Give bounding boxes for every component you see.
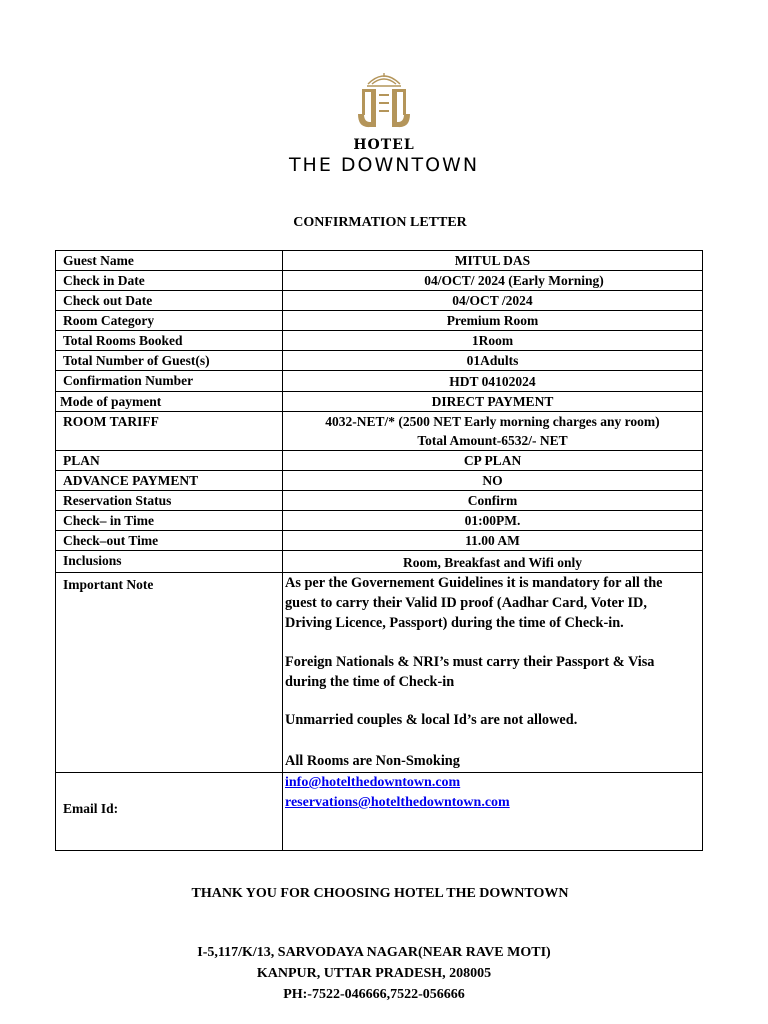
row-label: Guest Name [56,251,283,271]
row-label: Email Id: [56,773,283,851]
row-label: PLAN [56,451,283,471]
phone-line: PH:-7522-046666,7522-056666 [283,987,465,1002]
hotel-address [0,942,748,1005]
row-label: ROOM TARIFF [56,412,283,451]
tariff-line-2: Total Amount-6532/- NET [417,433,568,448]
address-line: I-5,117/K/13, SARVODAYA NAGAR(NEAR RAVE MOTI) [197,945,551,960]
row-value: 01Adults [283,351,703,371]
table-row [56,511,703,531]
table-row [56,451,703,471]
note-paragraph: Unmarried couples & local Id’s are not allowed. [285,712,578,728]
tariff-line-1: 4032-NET/* (2500 NET Early morning charges any room) [325,414,660,429]
table-row [56,551,703,573]
table-row [56,491,703,511]
table-row [56,531,703,551]
row-value: DIRECT PAYMENT [283,392,703,412]
row-value: 04/OCT/ 2024 (Early Morning) [283,271,703,291]
row-value: 1Room [283,331,703,351]
logo-hotel-text: HOTEL [353,137,415,153]
row-value: HDT 04102024 [283,371,703,392]
table-row [56,471,703,491]
row-label: Important Note [56,573,283,773]
row-label: Check–out Time [56,531,283,551]
row-value [283,773,703,851]
table-row [56,271,703,291]
row-value: Room, Breakfast and Wifi only [283,551,703,573]
row-value: 04/OCT /2024 [283,291,703,311]
row-value: MITUL DAS [283,251,703,271]
row-label: Mode of payment [56,392,283,412]
row-label: Check– in Time [56,511,283,531]
table-row [56,392,703,412]
thank-you-text: THANK YOU FOR CHOOSING HOTEL THE DOWNTOWN [191,886,569,901]
row-value: 01:00PM. [283,511,703,531]
row-label: Room Category [56,311,283,331]
row-value: Premium Room [283,311,703,331]
row-value: 11.00 AM [283,531,703,551]
table-row [56,371,703,392]
row-label: Reservation Status [56,491,283,511]
email-link-reservations[interactable]: reservations@hotelthedowntown.com [285,795,510,810]
confirmation-table [55,250,703,851]
row-label: ADVANCE PAYMENT [56,471,283,491]
table-row [56,773,703,851]
row-label: Total Number of Guest(s) [56,351,283,371]
document-title: CONFIRMATION LETTER [293,215,467,230]
row-value: CP PLAN [283,451,703,471]
row-value: NO [283,471,703,491]
table-row [56,311,703,331]
logo-hotel-name: THE DOWNTOWN [288,154,480,176]
row-value [283,412,703,451]
table-row [56,573,703,773]
row-label: Check out Date [56,291,283,311]
note-paragraph: All Rooms are Non-Smoking [285,753,460,769]
table-row [56,351,703,371]
row-label: Check in Date [56,271,283,291]
table-row [56,412,703,451]
row-label: Confirmation Number [56,371,283,392]
table-row [56,291,703,311]
row-value [283,573,703,773]
row-value: Confirm [283,491,703,511]
hotel-logo-icon [355,70,413,132]
email-link-info[interactable]: info@hotelthedowntown.com [285,775,461,790]
row-label: Inclusions [56,551,283,573]
note-paragraph: As per the Governement Guidelines it is mandatory for all the guest to carry their Valid ID proof (Aadhar Card, Voter ID, Driving Licence, Passport) during the time of Check-in. [285,575,663,631]
table-row [56,331,703,351]
row-label: Total Rooms Booked [56,331,283,351]
table-row [56,251,703,271]
address-line: KANPUR, UTTAR PRADESH, 208005 [256,966,492,981]
note-paragraph: Foreign Nationals & NRI’s must carry their Passport & Visa during the time of Check-in [285,654,655,690]
